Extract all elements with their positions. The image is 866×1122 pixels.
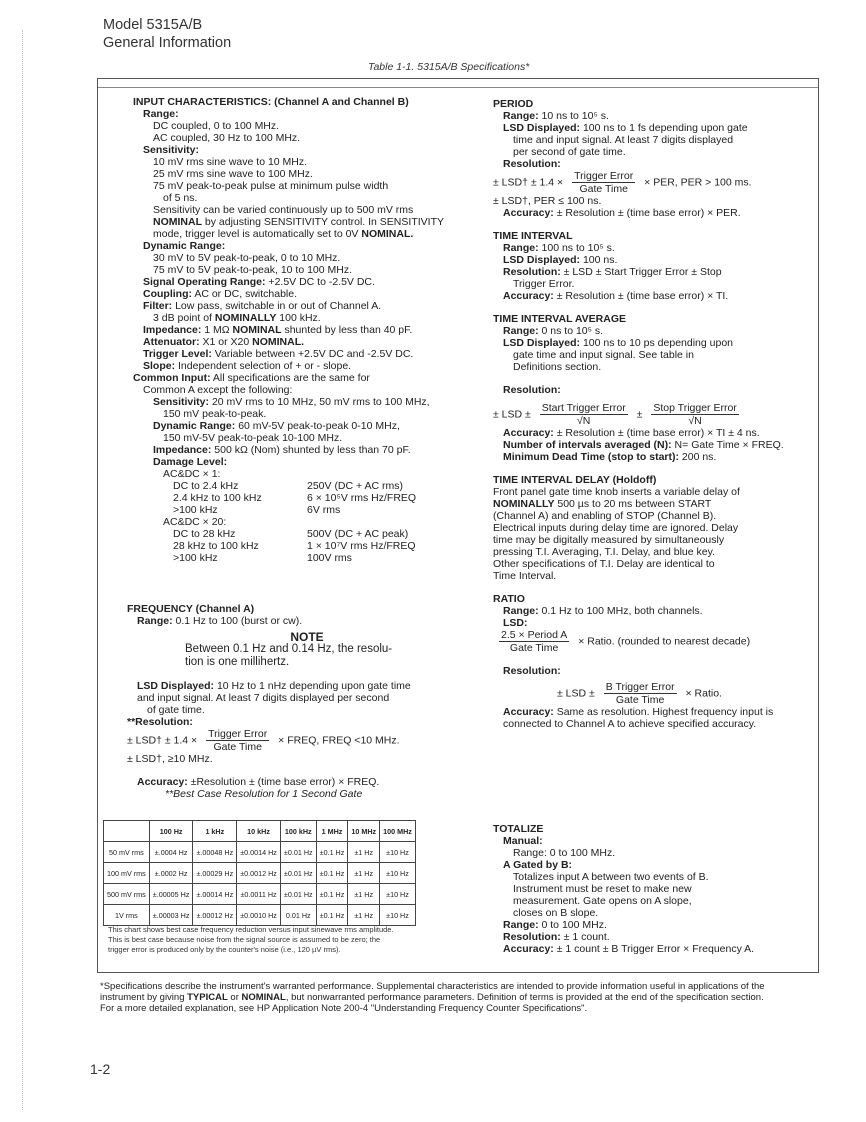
spec-line: Signal Operating Range: +2.5V DC to -2.5V DC. — [143, 276, 375, 288]
resolution-label: Resolution: — [503, 665, 561, 677]
spec-line: Time Interval. — [493, 570, 557, 582]
spec-line: Impedance: 1 MΩ NOMINAL shunted by less than 40 pF. — [143, 324, 413, 336]
spec-line: AC&DC × 1: — [163, 468, 221, 480]
spec-line: time may be digitally measured by simultaneously — [493, 534, 725, 546]
spec-line: Range: 100 ns to 10⁵ s. — [503, 242, 615, 254]
frequency-section — [127, 603, 487, 800]
spec-line: closes on B slope. — [513, 907, 599, 919]
spec-line: 150 mV peak-to-peak. — [163, 408, 267, 420]
best-case-caption: **Best Case Resolution for 1 Second Gate — [165, 788, 363, 800]
spec-line: Resolution: ± 1 count. — [503, 931, 610, 943]
spec-line: Accuracy: ±Resolution ± (time base error) × FREQ. — [137, 776, 380, 788]
frequency-title: FREQUENCY (Channel A) — [127, 603, 255, 615]
lsd-formula: $\frac{\text{2.5 × Period A}}{\text{Gate Time}}$ × Ratio. (rounded to nearest decade) — [501, 629, 751, 654]
manual-label: Manual: — [503, 835, 543, 847]
spec-line: LSD Displayed: 10 Hz to 1 nHz depending upon gate time — [137, 680, 411, 692]
right-column — [493, 98, 811, 730]
spec-line: ± LSD†, PER ≤ 100 ns. — [493, 195, 602, 207]
note-title: NOTE — [290, 630, 324, 644]
spec-line: Resolution: ± LSD ± Start Trigger Error ± Stop — [503, 266, 722, 278]
page-number: 1-2 — [90, 1061, 111, 1077]
totalize-section — [493, 823, 811, 955]
spec-line: Accuracy: ± Resolution ± (time base error) × TI. — [503, 290, 729, 302]
spec-line: Other specifications of T.I. Delay are identical to — [493, 558, 715, 570]
spec-line: connected to Channel A to achieve specified accuracy. — [503, 718, 757, 730]
lsd-label: LSD: — [503, 617, 528, 629]
spec-line: Impedance: 500 kΩ (Nom) shunted by less than 70 pF. — [153, 444, 411, 456]
spec-line: Trigger Level: Variable between +2.5V DC and -2.5V DC. — [143, 348, 414, 360]
page-header — [103, 16, 231, 52]
spec-line: DC coupled, 0 to 100 MHz. — [153, 120, 280, 132]
spec-line: LSD Displayed: 100 ns to 1 fs depending upon gate — [503, 122, 748, 134]
spec-line: 75 mV peak-to-peak pulse at minimum pulse width — [153, 180, 389, 192]
spec-line: gate time and input signal. See table in — [513, 349, 694, 361]
sensitivity-label: Sensitivity: — [143, 144, 200, 156]
spec-line: Dynamic Range: 60 mV-5V peak-to-peak 0-10 MHz, — [153, 420, 400, 432]
resolution-formula: ± LSD† ± 1.4 × $\frac{\text{Trigger Error}}{\text{Gate Time}}$ × FREQ, FREQ <10 MHz. — [127, 728, 400, 753]
spec-line: AC coupled, 30 Hz to 100 MHz. — [153, 132, 301, 144]
damage-row: 28 kHz to 100 kHz 1 × 10⁷V rms Hz/FREQ — [173, 540, 416, 552]
spec-line: (Channel A) and enabling of STOP (Channel B). — [493, 510, 717, 522]
spec-line: Minimum Dead Time (stop to start): 200 ns. — [503, 451, 717, 463]
note-line: tion is one millihertz. — [185, 656, 290, 668]
resolution-label: **Resolution: — [127, 716, 193, 728]
range-label: Range: — [143, 108, 179, 120]
spec-line: Trigger Error. — [513, 278, 575, 290]
spec-line: NOMINALLY 500 µs to 20 ms between START — [493, 498, 712, 510]
spec-line: Common Input: All specifications are the same for — [133, 372, 370, 384]
damage-row: >100 kHz 100V rms — [173, 552, 352, 564]
spec-line: Sensitivity can be varied continuously up to 500 mV rms — [153, 204, 414, 216]
spec-line: Accuracy: ± Resolution ± (time base error) × TI ± 4 ns. — [503, 427, 760, 439]
spec-line: time and input signal. At least 7 digits displayed — [513, 134, 734, 146]
spec-line: Common A except the following: — [143, 384, 293, 396]
time-interval-title: TIME INTERVAL — [493, 230, 573, 242]
spec-line: Range: 0.1 Hz to 100 MHz, both channels. — [503, 605, 703, 617]
table-header-row: 100 Hz 1 kHz 10 kHz 100 kHz 1 MHz 10 MHz 100 MHz — [104, 821, 416, 842]
spec-line: Slope: Independent selection of + or - slope. — [143, 360, 352, 372]
tid-title: TIME INTERVAL DELAY (Holdoff) — [493, 474, 657, 486]
spec-line: Filter: Low pass, switchable in or out of Channel A. — [143, 300, 382, 312]
ratio-title: RATIO — [493, 593, 525, 605]
spec-line: pressing T.I. Averaging, T.I. Delay, and blue key. — [493, 546, 715, 558]
damage-row: 2.4 kHz to 100 kHz 6 × 10⁵V rms Hz/FREQ — [173, 492, 417, 504]
footnote: *Specifications describe the instrument's warranted performance. Supplemental characteristics are intended to provide information useful in applications of the instrument by giving TYPICAL or NOMINAL, but nonwarranted performance parameters. Definition of terms is provided at the end of the specification section. For a more detailed explanation, see HP Application Note 200-4 "Understanding Frequency Counter Specifications". — [100, 981, 765, 1014]
table-notes: This chart shows best case frequency reduction versus input sinewave rms amplitude. This is best case because noise from the signal source is assumed to be zero; the trigger error is produced only by the counter's noise (i.e., 120 µV rms). — [108, 925, 394, 954]
damage-row: >100 kHz 6V rms — [173, 504, 341, 516]
spec-line: Range: 10 ns to 10⁵ s. — [503, 110, 609, 122]
spec-line: 3 dB point of NOMINALLY 100 kHz. — [153, 312, 321, 324]
damage-row: DC to 28 kHz 500V (DC + AC peak) — [173, 528, 409, 540]
damage-level-label: Damage Level: — [153, 456, 228, 468]
spec-line: Sensitivity: 20 mV rms to 10 MHz, 50 mV rms to 100 MHz, — [153, 396, 430, 408]
spec-line: Totalizes input A between two events of B. — [513, 871, 709, 883]
tia-title: TIME INTERVAL AVERAGE — [493, 313, 627, 325]
period-title: PERIOD — [493, 98, 534, 110]
left-column — [133, 96, 483, 564]
table-row: 500 mV rms ±.00005 Hz ±.00014 Hz ±0.0011 Hz ±0.01 Hz ±0.1 Hz ±1 Hz ±10 Hz — [104, 884, 416, 905]
spec-line: Range: 0.1 Hz to 100 (burst or cw). — [137, 615, 303, 627]
spec-line: 10 mV rms sine wave to 10 MHz. — [153, 156, 308, 168]
spec-line: Definitions section. — [513, 361, 602, 373]
best-case-table — [103, 820, 416, 926]
gated-label: A Gated by B: — [503, 859, 573, 871]
resolution-formula: ± LSD† ± 1.4 × $\frac{\text{Trigger Error}}{\text{Gate Time}}$ × PER, PER > 100 ms. — [493, 170, 752, 195]
spec-line: per second of gate time. — [513, 146, 626, 158]
spec-line: mode, trigger level is automatically set to 0V NOMINAL. — [153, 228, 414, 240]
spec-line: Front panel gate time knob inserts a variable delay of — [493, 486, 740, 498]
totalize-title: TOTALIZE — [493, 823, 544, 835]
spec-line: Range: 0 to 100 MHz. — [513, 847, 616, 859]
dynamic-range-label: Dynamic Range: — [143, 240, 226, 252]
spec-line: LSD Displayed: 100 ns. — [503, 254, 618, 266]
spec-line: 30 mV to 5V peak-to-peak, 0 to 10 MHz. — [153, 252, 341, 264]
table-row: 1V rms ±.00003 Hz ±.00012 Hz ±0.0010 Hz 0.01 Hz ±0.1 Hz ±1 Hz ±10 Hz — [104, 905, 416, 926]
damage-row: DC to 2.4 kHz 250V (DC + AC rms) — [173, 480, 403, 492]
spec-line: Instrument must be reset to make new — [513, 883, 692, 895]
spec-line: 75 mV to 5V peak-to-peak, 10 to 100 MHz. — [153, 264, 353, 276]
spec-line: measurement. Gate opens on A slope, — [513, 895, 692, 907]
spec-line: Electrical inputs during delay time are ignored. Delay — [493, 522, 739, 534]
spec-line: Accuracy: ± 1 count ± B Trigger Error × Frequency A. — [503, 943, 755, 955]
spec-line: 25 mV rms sine wave to 100 MHz. — [153, 168, 313, 180]
section-title: General Information — [103, 35, 232, 51]
spec-line: Number of intervals averaged (N): N= Gate Time × FREQ. — [503, 439, 784, 451]
spec-line: and input signal. At least 7 digits displayed per second — [137, 692, 390, 704]
table-caption: Table 1-1. 5315A/B Specifications* — [368, 61, 530, 73]
spec-line: Coupling: AC or DC, switchable. — [143, 288, 298, 300]
spec-line: Attenuator: X1 or X20 NOMINAL. — [143, 336, 305, 348]
resolution-label: Resolution: — [503, 158, 561, 170]
model-title: Model 5315A/B — [103, 17, 203, 33]
spec-line: Accuracy: ± Resolution ± (time base error) × PER. — [503, 207, 741, 219]
spec-line: NOMINAL by adjusting SENSITIVITY control. In SENSITIVITY — [153, 216, 444, 228]
spec-line: of gate time. — [147, 704, 205, 716]
note-line: Between 0.1 Hz and 0.14 Hz, the resolu- — [185, 643, 393, 655]
table-row: 100 mV rms ±.0002 Hz ±.00029 Hz ±0.0012 Hz ±0.01 Hz ±0.1 Hz ±1 Hz ±10 Hz — [104, 863, 416, 884]
spec-line: LSD Displayed: 100 ns to 10 ps depending upon — [503, 337, 733, 349]
spec-line: Range: 0 to 100 MHz. — [503, 919, 607, 931]
table-row: 50 mV rms ±.0004 Hz ±.00048 Hz ±0.0014 Hz ±0.01 Hz ±0.1 Hz ±1 Hz ±10 Hz — [104, 842, 416, 863]
spec-line: Accuracy: Same as resolution. Highest frequency input is — [503, 706, 774, 718]
spec-line: of 5 ns. — [163, 192, 198, 204]
spec-line: AC&DC × 20: — [163, 516, 227, 528]
resolution-formula: ± LSD ± $\frac{\text{B Trigger Error}}{\text{Gate Time}}$ × Ratio. — [557, 681, 722, 706]
spec-line: ± LSD†, ≥10 MHz. — [127, 753, 213, 765]
resolution-label: Resolution: — [503, 384, 561, 396]
resolution-formula: ± LSD ± $\frac{\text{Start Trigger Error}}{√N}$ ± $\frac{\text{Stop Trigger Error}}{√N}$ — [493, 402, 737, 427]
spec-line: Range: 0 ns to 10⁵ s. — [503, 325, 604, 337]
spec-line: 150 mV-5V peak-to-peak 10-100 MHz. — [163, 432, 343, 444]
input-title: INPUT CHARACTERISTICS: (Channel A and Channel B) — [133, 96, 409, 108]
page-margin-rule — [22, 30, 23, 1110]
